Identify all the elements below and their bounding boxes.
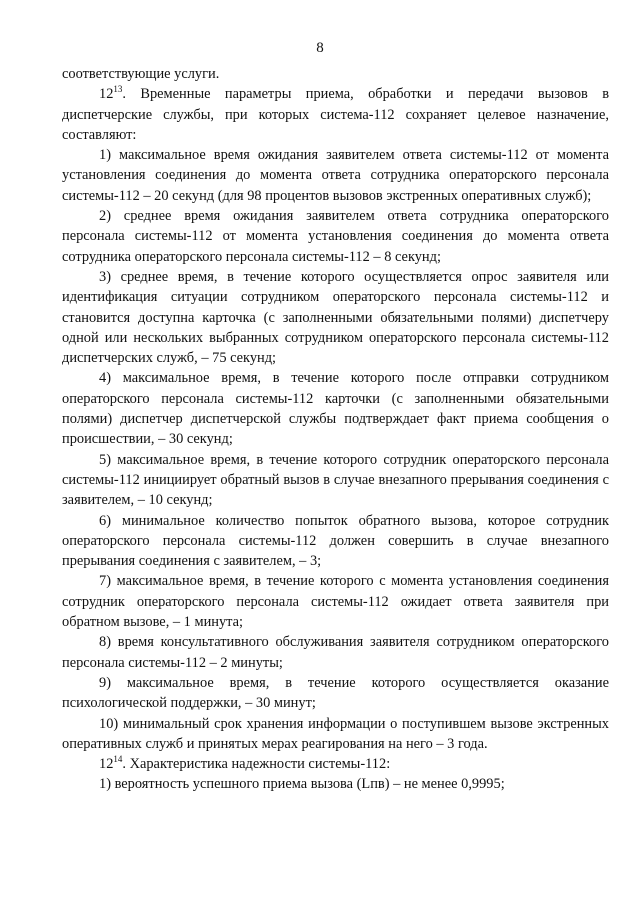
paragraph-12-13	[62, 84, 609, 145]
list-item-9	[62, 673, 609, 714]
paragraph-text: 2) среднее время ожидания заявителем ответа сотрудника операторского персонала системы-112 от момента установления соединения до момента ответа сотрудника операторского персонала системы-112 – 8 секунд;	[62, 208, 609, 265]
clause-superscript: 14	[113, 754, 123, 765]
list-item-7	[62, 571, 609, 632]
list-item-5	[62, 450, 609, 511]
paragraph-text: . Характеристика надежности системы-112:	[122, 756, 391, 773]
list-item-10	[62, 714, 609, 755]
clause-number: $12^{14}$	[99, 754, 123, 773]
list-item-1	[62, 145, 609, 206]
paragraph-text: 9) максимальное время, в течение которого осуществляется оказание психологической поддержки, – 30 минут;	[62, 674, 609, 712]
clause-superscript: 13	[113, 84, 123, 95]
paragraph-text: 5) максимальное время, в течение которого сотрудник операторского персонала системы-112 инициирует обратный вызов в случае внезапного прерывания соединения с заявителем, – 10 секунд;	[62, 451, 609, 509]
paragraph-text: соответствующие услуги.	[62, 66, 220, 82]
paragraph-12-14	[62, 754, 609, 774]
list-item-4	[62, 368, 609, 449]
paragraph-text: 1) вероятность успешного приема вызова (Lпв) – не менее 0,9995;	[99, 776, 505, 793]
paragraph-text: 1) максимальное время ожидания заявителем ответа системы-112 от момента установления соединения до момента ответа сотрудника операторского персонала системы-112 – 20 секунд (для 98 процентов вызовов экстренных оперативных служб);	[62, 147, 609, 204]
paragraph-text: 3) среднее время, в течение которого осуществляется опрос заявителя или идентификация ситуации сотрудником операторского персонала системы-112 и становится доступна карточка (с заполненными обязательными полями) диспетчеру одной или нескольких выбранных сотрудником операторского персонала системы-112 диспетчерских служб, – 75 секунд;	[62, 268, 609, 367]
list-item-8	[62, 632, 609, 673]
list-item-3	[62, 267, 609, 368]
paragraph-text: 10) минимальный срок хранения информации о поступившем вызове экстренных оперативных служб и принятых мерах реагирования на него – 3 года.	[62, 715, 609, 752]
paragraph-text: . Временные параметры приема, обработки и передачи вызовов в диспетчерские службы, при которых система-112 сохраняет целевое назначение, составляют:	[62, 86, 609, 143]
list-item-2	[62, 206, 609, 267]
paragraph-continuation	[62, 64, 609, 84]
paragraph-text: 7) максимальное время, в течение которого с момента установления соединения сотрудник операторского персонала системы-112 ожидает ответа заявителя при обратном вызове, – 1 минута;	[62, 573, 609, 631]
page-number: 8	[316, 40, 324, 56]
clause-number: $12^{13}$	[99, 84, 123, 103]
list-item-6	[62, 511, 609, 572]
document-body	[62, 64, 609, 795]
list-item-1-reliability	[62, 774, 609, 794]
paragraph-text: 6) минимальное количество попыток обратного вызова, которое сотрудник операторского персонала системы-112 должен совершить в случае внезапного прерывания соединения с заявителем, – 3;	[62, 512, 609, 570]
paragraph-text: 4) максимальное время, в течение которого после отправки сотрудником операторского персонала системы-112 карточки (с заполненными обязательными полями) диспетчер диспетчерской службы подтверждает факт приема сообщения о происшествии, – 30 секунд;	[62, 370, 609, 448]
paragraph-text: 8) время консультативного обслуживания заявителя сотрудником операторского персонала системы-112 – 2 минуты;	[62, 634, 609, 671]
